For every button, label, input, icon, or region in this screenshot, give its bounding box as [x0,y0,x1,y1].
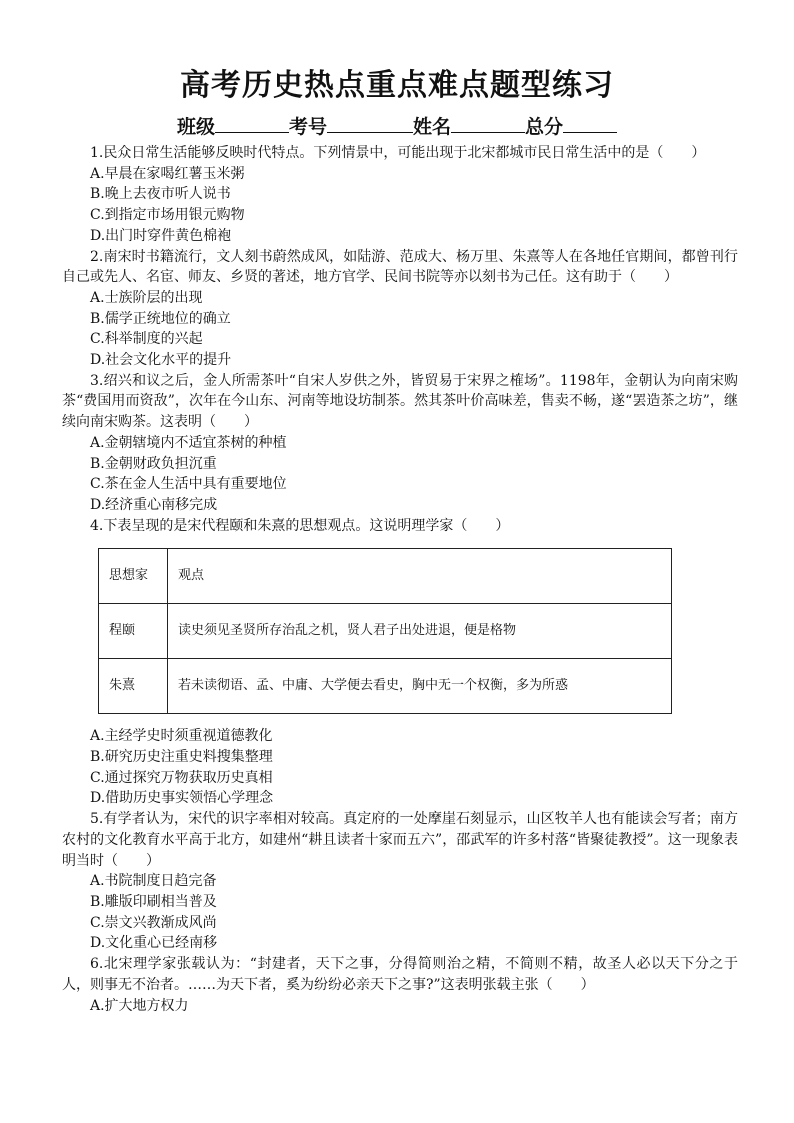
exam-number-blank [327,114,413,133]
question-2-option-c: C.科举制度的兴起 [90,331,203,348]
exam-number-label: 考号 [288,116,327,138]
question-1-option-d: D.出门时穿件黄色棉袍 [90,227,232,244]
question-4-option-a: A.主经学史时须重视道德教化 [90,728,273,745]
question-5-stem: 5.有学者认为，宋代的识字率相对较高。真定府的一处摩崖石刻显示，山区牧羊人也有能读会写者；南方农村的文化教育水平高于北方，如建州“耕且读者十家而五六”，邵武军的许多村落“皆聚徒教授”。这一现象表明当时（ ） [62,811,738,869]
score-label: 总分 [525,116,564,138]
student-info-line [0,112,794,139]
question-4-stem: 4.下表呈现的是宋代程颐和朱熹的思想观点。这说明理学家（ ） [90,517,510,534]
question-2-stem: 2.南宋时书籍流行，文人刻书蔚然成风，如陆游、范成大、杨万里、朱熹等人在各地任官期间，都曾刊行自己或先人、名宦、师友、乡贤的著述，地方官学、民间书院等亦以刻书为己任。这有助于（ ） [62,248,738,286]
table-cell-thinker: 程颐 [99,604,168,659]
question-3-option-c: C.茶在金人生活中具有重要地位 [90,476,287,493]
name-label: 姓名 [413,116,452,138]
question-4-option-c: C.通过探究万物获取历史真相 [90,769,273,786]
question-5-option-c: C.崇文兴教渐成风尚 [90,914,217,931]
class-blank [215,114,289,133]
question-5-option-b: B.雕版印刷相当普及 [90,893,217,910]
table-header-thinker: 思想家 [99,549,168,604]
question-5-option-d: D.文化重心已经南移 [90,935,218,952]
page-title: 高考历史热点重点难点题型练习 [180,68,614,103]
class-label: 班级 [176,116,215,138]
thinker-viewpoint-table [98,548,672,714]
question-5-option-a: A.书院制度日趋完备 [90,873,217,890]
question-2-option-d: D.社会文化水平的提升 [90,352,232,369]
score-blank [563,114,617,133]
question-1-option-b: B.晚上去夜市听人说书 [90,186,231,203]
table-row [99,659,672,714]
question-2-option-b: B.儒学正统地位的确立 [90,310,231,327]
question-4-option-b: B.研究历史注重史料搜集整理 [90,749,273,766]
table-header-row [99,549,672,604]
question-3-option-b: B.金朝财政负担沉重 [90,455,217,472]
question-3-stem: 3.绍兴和议之后，金人所需茶叶“自宋人岁供之外，皆贸易于宋界之榷场”。1198年，金朝认为向南宋购茶“费国用而资敌”，次年在今山东、河南等地设坊制茶。然其茶叶价高味差，售卖不畅，遂“罢造茶之坊”，继续向南宋购茶。这表明（ ） [62,372,738,431]
question-1-option-c: C.到指定市场用银元购物 [90,207,245,224]
table-cell-viewpoint: 若未读彻语、孟、中庸、大学便去看史，胸中无一个权衡，多为所惑 [168,659,672,714]
question-1-option-a: A.早晨在家喝红薯玉米粥 [90,165,245,182]
question-4-option-d: D.借助历史事实领悟心学理念 [90,790,274,807]
question-3-option-d: D.经济重心南移完成 [90,496,218,513]
question-6-option-a: A.扩大地方权力 [90,997,189,1014]
table-cell-viewpoint: 读史须见圣贤所存治乱之机，贤人君子出处进退，便是格物 [168,604,672,659]
table-row [99,604,672,659]
question-1-stem: 1.民众日常生活能够反映时代特点。下列情景中，可能出现于北宋都城市民日常生活中的是（ ） [90,145,706,161]
question-3-option-a: A.金朝辖境内不适宜茶树的种植 [90,434,287,451]
name-blank [451,114,525,133]
question-6-stem: 6.北宋理学家张载认为：“封建者，天下之事，分得简则治之精，不简则不精，故圣人必以天下分之于人，则事无不治者。……为天下者，奚为纷纷必亲天下之事?”这表明张载主张（ ） [62,956,738,993]
question-2-option-a: A.士族阶层的出现 [90,289,203,306]
question-list [62,143,738,1016]
table-cell-thinker: 朱熹 [99,659,168,714]
table-header-viewpoint: 观点 [168,549,672,604]
